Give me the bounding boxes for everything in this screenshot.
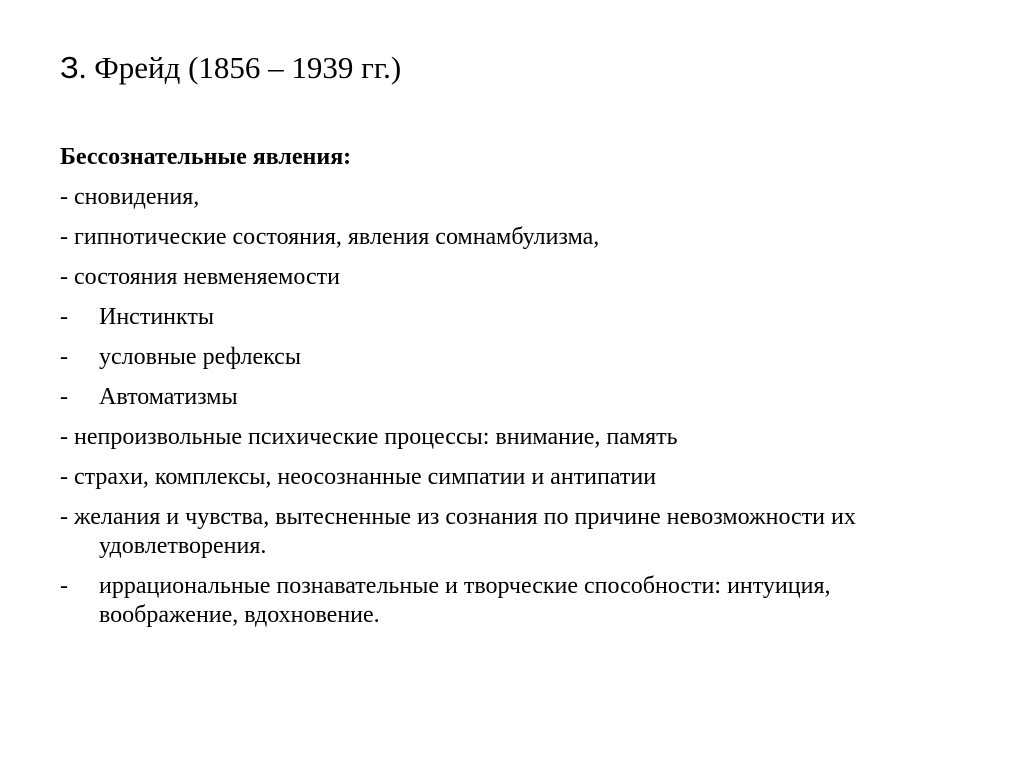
list-item-text: условные рефлексы [99, 344, 301, 370]
list-item: - гипнотические состояния, явления сомнамбулизма, [60, 224, 600, 250]
slide-title [60, 48, 401, 88]
dash-marker: - [60, 304, 68, 330]
title-initial: З [60, 50, 79, 85]
dash-marker: - [60, 573, 68, 599]
list-item [60, 383, 960, 412]
title-text: . Фрейд (1856 – 1939 гг.) [78, 50, 402, 85]
list-item-text: Инстинкты [99, 304, 214, 330]
section-heading: Бессознательные явления: [60, 144, 352, 170]
list-item [60, 572, 960, 630]
list-item-prefix: - [60, 504, 74, 530]
list-item: - страхи, комплексы, неосознанные симпатии и антипатии [60, 464, 657, 490]
dash-marker: - [60, 384, 68, 410]
slide-content [60, 143, 960, 641]
list-item: - состояния невменяемости [60, 264, 340, 290]
list-item [60, 303, 960, 332]
list-item-text: желания и чувства, вытесненные из сознания по причине невозможности их удовлетворения. [74, 504, 856, 559]
list-item [60, 343, 960, 372]
list-item: - непроизвольные психические процессы: внимание, память [60, 424, 678, 450]
dash-marker: - [60, 344, 68, 370]
list-item-text: иррациональные познавательные и творческие способности: интуиция, воображение, вдохновение. [99, 573, 831, 628]
list-item-text: Автоматизмы [99, 384, 238, 410]
list-item [60, 503, 960, 561]
list-item: - сновидения, [60, 184, 200, 210]
